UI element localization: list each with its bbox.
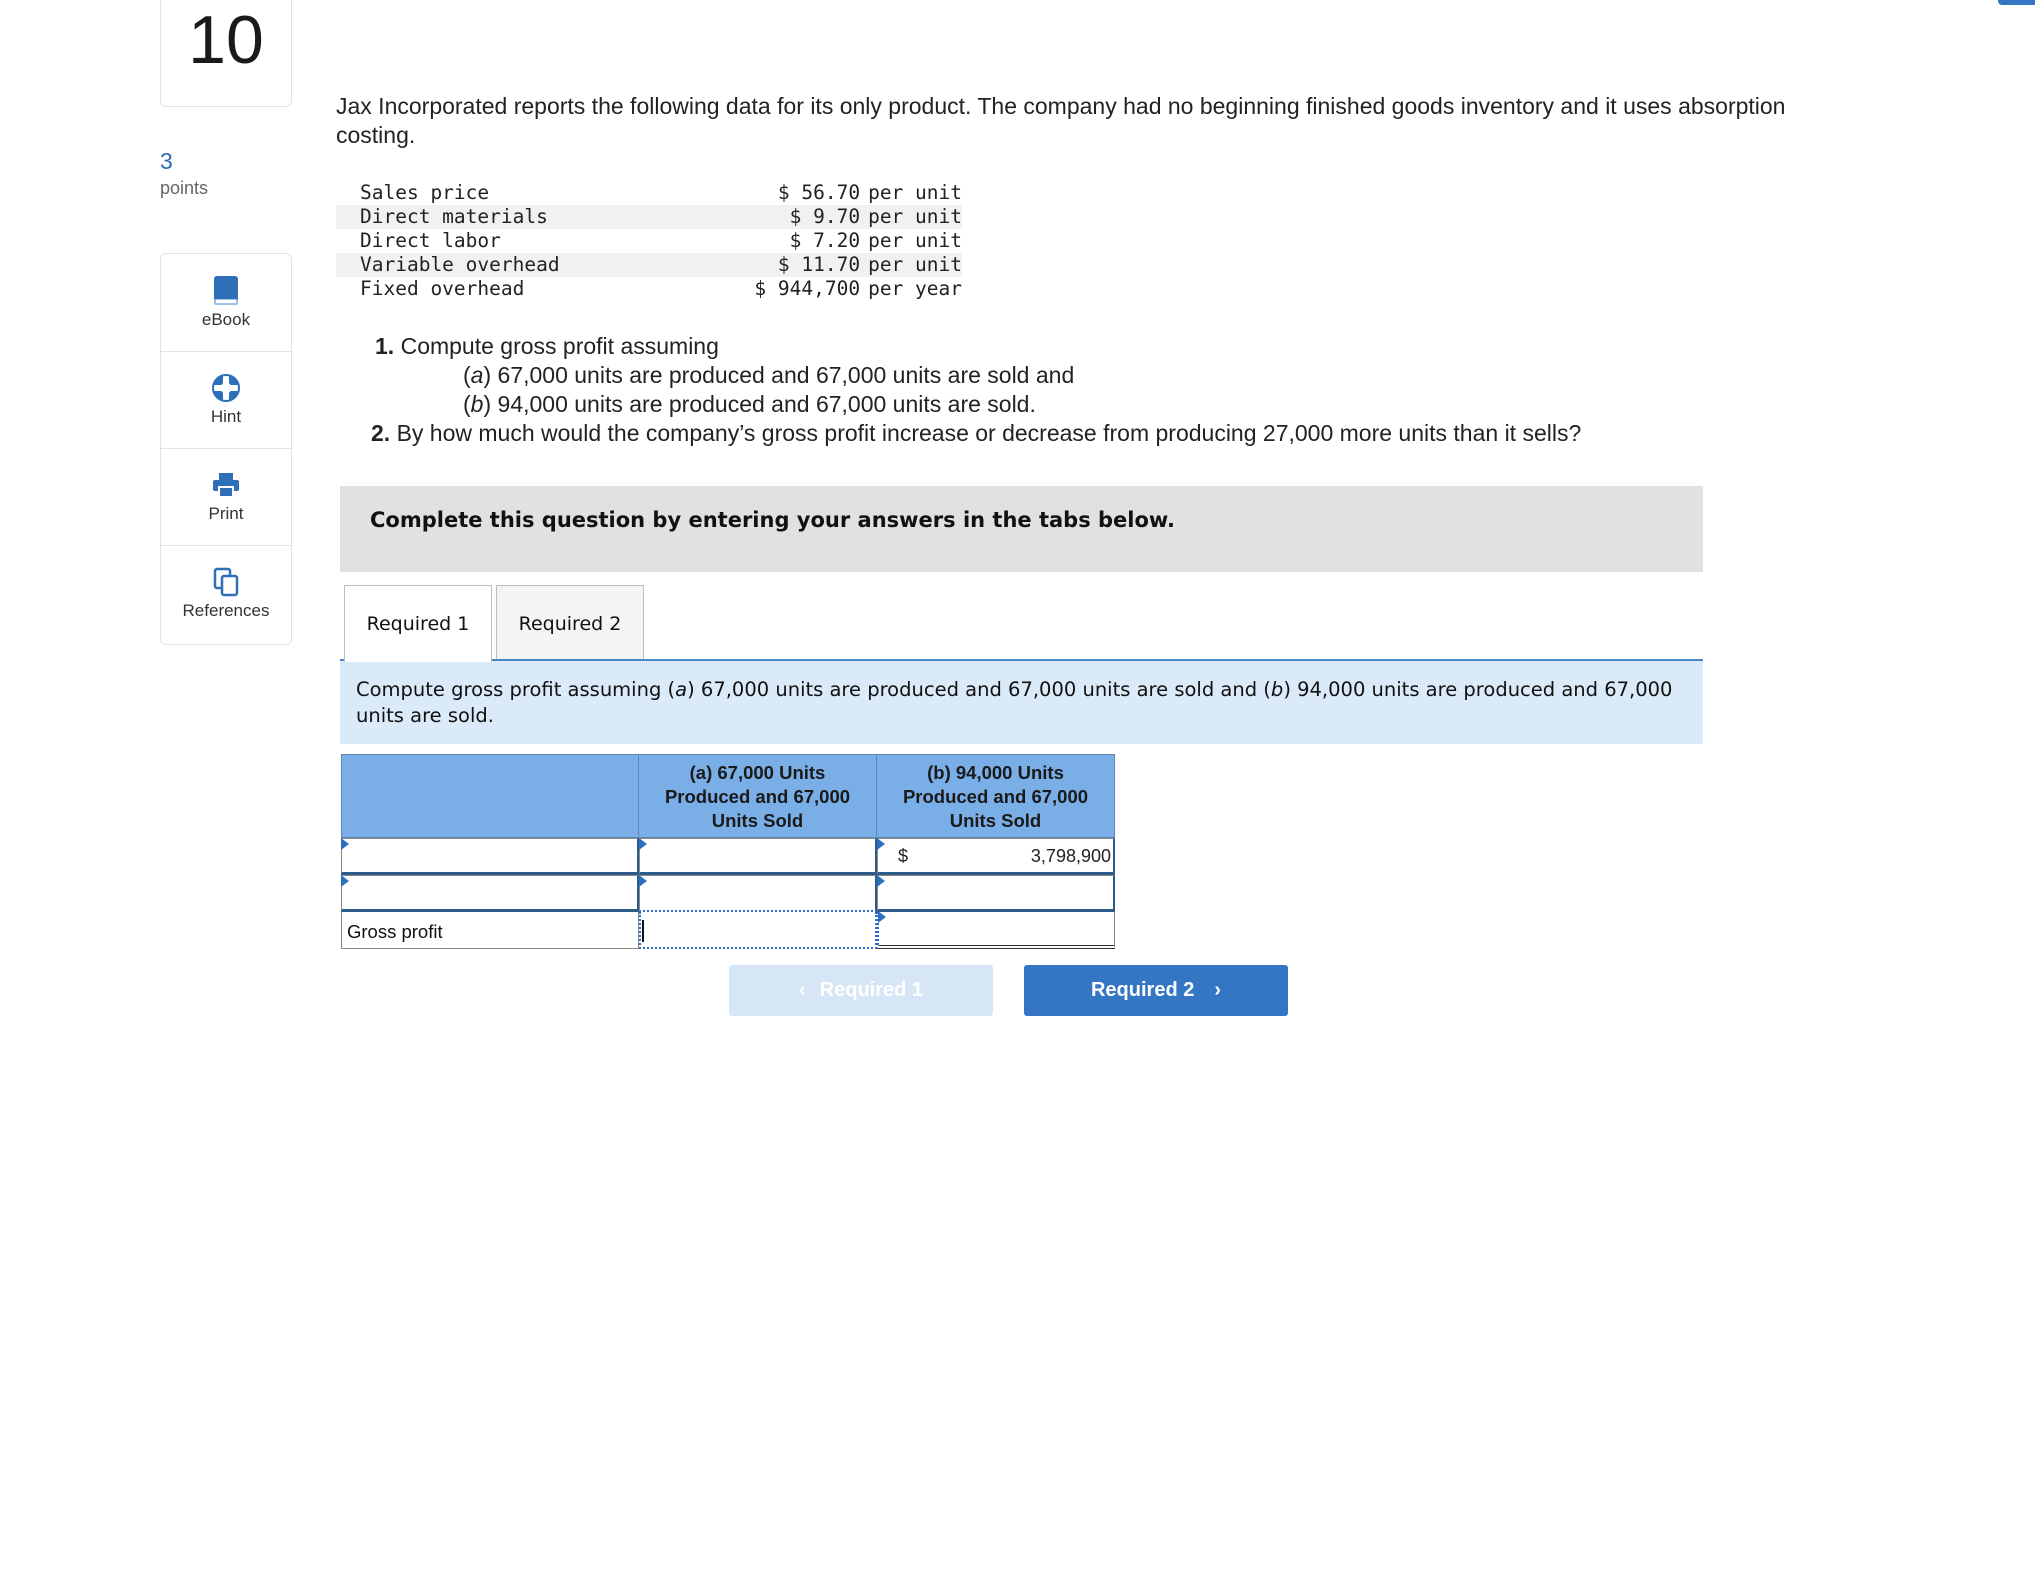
- next-required-button[interactable]: [1024, 965, 1288, 1016]
- cost-row: [336, 253, 962, 277]
- chevron-right-icon: ›: [1214, 979, 1222, 1001]
- question-1-text: Compute gross profit assuming: [400, 333, 719, 359]
- references-button[interactable]: [161, 545, 291, 642]
- question-1b: (b) 94,000 units are produced and 67,000 units are sold.: [463, 391, 1036, 417]
- instruction-text: [356, 677, 1686, 729]
- question-2: [371, 419, 1581, 448]
- entry-marker-icon: [341, 875, 349, 887]
- entry-marker-icon: [639, 875, 647, 887]
- column-a-header-text: (a) 67,000 Units Produced and 67,000 Units Sold: [664, 762, 851, 831]
- row-2-col-a-input[interactable]: [639, 875, 877, 912]
- column-b-header-text: (b) 94,000 Units Produced and 67,000 Units Sold: [902, 762, 1089, 831]
- previous-button-label: Required 1: [819, 979, 924, 1001]
- gross-profit-col-b-input[interactable]: [877, 912, 1115, 949]
- entry-marker-icon: [877, 838, 885, 850]
- cost-label: Sales price: [360, 181, 490, 204]
- gross-profit-col-a-input[interactable]: [639, 912, 877, 949]
- row-2-col-b-input[interactable]: [877, 875, 1115, 912]
- cost-unit: per unit: [868, 229, 962, 252]
- instruction-part: Compute gross profit assuming (: [356, 678, 676, 701]
- question-1-number: 1.: [375, 333, 395, 359]
- entry-marker-icon: [878, 911, 886, 923]
- ebook-label: eBook: [201, 310, 251, 329]
- instruction-letter-b: b: [1270, 678, 1284, 701]
- cost-value: $ 9.70: [560, 205, 860, 229]
- print-button[interactable]: [161, 448, 291, 546]
- points-value: 3: [160, 148, 173, 174]
- instruction-part: ) 94,000 units are produced and 67,000 units are sold.: [356, 678, 1673, 727]
- lifebuoy-icon: [211, 371, 241, 405]
- corner-accent: [1998, 0, 2035, 5]
- tab-required-2[interactable]: Required 2: [496, 585, 644, 660]
- book-icon: [211, 274, 241, 308]
- copy-documents-icon: [211, 565, 241, 599]
- question-1b-text: 94,000 units are produced and 67,000 units are sold.: [497, 391, 1036, 417]
- cost-unit: per unit: [860, 205, 962, 229]
- cost-row: [336, 181, 962, 205]
- cost-data-table: [336, 181, 962, 301]
- row-1-label-input[interactable]: [341, 838, 639, 875]
- question-1b-letter: b: [470, 391, 484, 417]
- banner-text: Complete this question by entering your answers in the tabs below.: [370, 508, 1175, 532]
- currency-symbol: $: [898, 846, 909, 866]
- printer-icon: [211, 468, 241, 502]
- entry-marker-icon: [877, 875, 885, 887]
- entry-marker-icon: [639, 838, 647, 850]
- chevron-left-icon: ‹: [798, 979, 806, 1001]
- cost-label: Variable overhead: [336, 253, 560, 277]
- problem-intro: Jax Incorporated reports the following data for its only product. The company had no beginning finished goods inventory and it uses absorption costing.: [336, 93, 1786, 148]
- tool-panel: [160, 253, 292, 645]
- gross-profit-label-cell: [341, 912, 639, 949]
- print-label: Print: [208, 504, 244, 523]
- question-1a-text: 67,000 units are produced and 67,000 units are sold and: [497, 362, 1075, 388]
- previous-required-button[interactable]: [729, 965, 993, 1016]
- cost-value: $ 7.20: [789, 229, 861, 252]
- question-2-number: 2.: [371, 420, 391, 446]
- cost-unit: per year: [868, 277, 962, 300]
- instructions-banner: [340, 486, 1703, 572]
- entry-marker-icon: [341, 838, 349, 850]
- cost-unit: per unit: [860, 253, 962, 277]
- instruction-letter-a: a: [675, 678, 688, 701]
- requirement-instruction: [340, 661, 1703, 744]
- row-1-col-b-value: 3,798,900: [1030, 846, 1111, 866]
- question-number: 10: [160, 0, 292, 107]
- question-1: [375, 332, 719, 361]
- tab-required-1[interactable]: Required 1: [344, 585, 492, 662]
- cost-row: [336, 205, 962, 229]
- cost-label: Direct labor: [360, 229, 501, 252]
- ebook-button[interactable]: [161, 254, 291, 352]
- points-label: points: [160, 178, 209, 198]
- header-blank-cell: [341, 754, 639, 838]
- text-cursor: [642, 920, 644, 942]
- references-label: References: [182, 601, 270, 620]
- column-a-header: [639, 754, 877, 838]
- hint-label: Hint: [210, 407, 242, 426]
- cost-value: $ 56.70: [777, 181, 861, 204]
- row-1-col-a-input[interactable]: [639, 838, 877, 875]
- gross-profit-label: Gross profit: [347, 921, 443, 942]
- cost-value: $ 944,700: [754, 277, 861, 300]
- question-1a: (a) 67,000 units are produced and 67,000 units are sold and: [463, 362, 1075, 388]
- cost-row: [336, 229, 962, 253]
- cost-row: [336, 277, 962, 301]
- cost-unit: per unit: [868, 181, 962, 204]
- question-1a-letter: a: [470, 362, 484, 388]
- row-1-col-b-input[interactable]: [877, 838, 1115, 875]
- hint-button[interactable]: [161, 351, 291, 449]
- cost-label: Fixed overhead: [360, 277, 525, 300]
- column-b-header: [877, 754, 1115, 838]
- next-button-label: Required 2: [1090, 979, 1195, 1001]
- instruction-part: ) 67,000 units are produced and 67,000 units are sold and (: [687, 678, 1271, 701]
- row-2-label-input[interactable]: [341, 875, 639, 912]
- question-2-text: By how much would the company’s gross profit increase or decrease from producing 27,000 more units than it sells?: [396, 420, 1582, 446]
- cost-value: $ 11.70: [560, 253, 860, 277]
- cost-label: Direct materials: [336, 205, 560, 229]
